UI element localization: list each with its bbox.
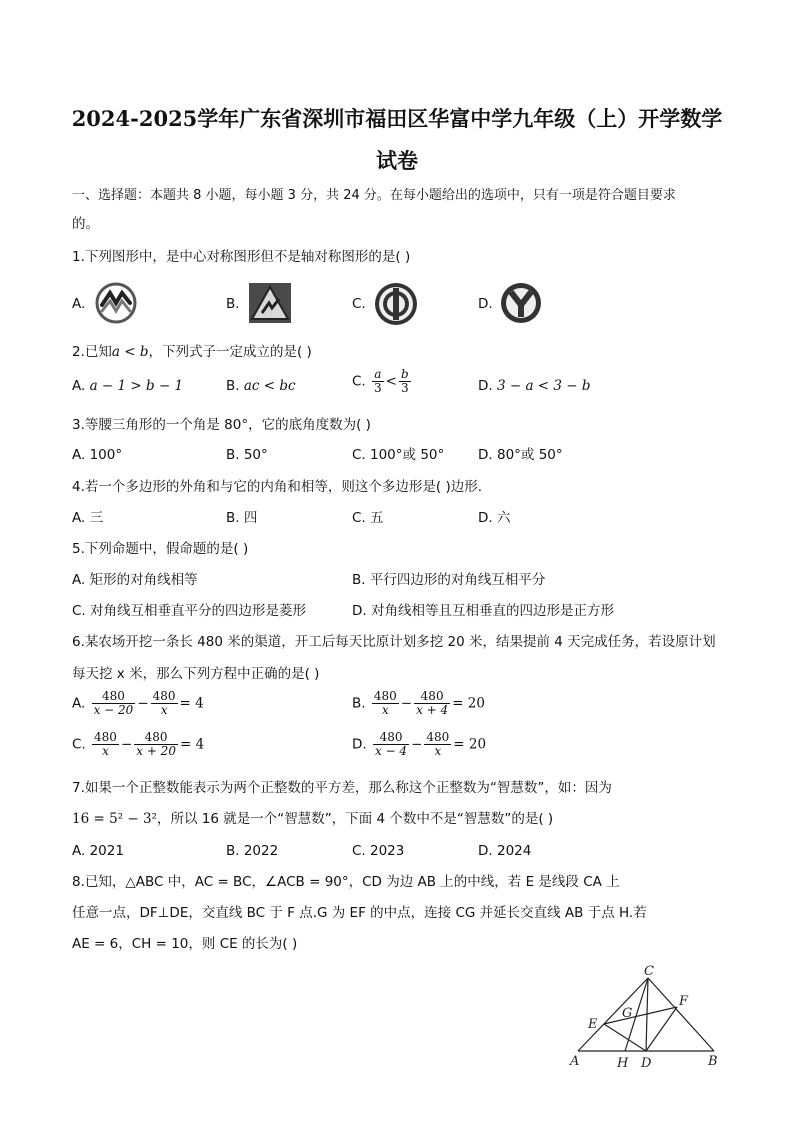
q2-option-b-label: B.: [226, 378, 240, 394]
point-c-label: C: [644, 964, 654, 979]
q2-option-b: [226, 376, 296, 396]
q7-stem-line-2: [72, 809, 553, 829]
q5-option-d: D. 对角线相等且互相垂直的四边形是正方形: [352, 603, 614, 619]
q3-option-d: D. 80°或 50°: [478, 447, 563, 463]
q5-option-b: B. 平行四边形的对角线互相平分: [352, 572, 546, 588]
q2-option-c-frac-1: $\frac{a}{3}$: [374, 367, 382, 395]
q6-option-c-frac-1: $\frac{480}{x}$: [94, 730, 117, 758]
q6-option-b-frac-2: $\frac{480}{x + 4}$: [416, 689, 449, 717]
line-ef: [604, 1007, 677, 1024]
q1-option-a-label: A.: [72, 296, 86, 312]
q8-triangle-figure: [566, 962, 728, 1072]
section-instructions-line-2: 的。: [72, 216, 99, 232]
q2-option-d-math: 3 − a < 3 − b: [496, 378, 591, 394]
double-ring-logo-icon: [373, 281, 419, 327]
point-b-label: B: [708, 1054, 718, 1069]
q2-option-c: C. $\frac{a}{3}$ < $\frac{b}{3}$: [352, 367, 409, 395]
q4-option-b: B. 四: [226, 510, 258, 526]
q6-option-d-label: D.: [352, 736, 367, 753]
q5-option-c: C. 对角线互相垂直平分的四边形是菱形: [72, 603, 307, 619]
q6-option-c-label: C.: [72, 736, 86, 753]
y-circle-logo-icon: [499, 281, 543, 325]
q2-option-d: [478, 376, 591, 396]
line-ac: [578, 978, 648, 1051]
q1-option-b-label: B.: [226, 296, 240, 312]
q4-option-c: C. 五: [352, 510, 384, 526]
q1-option-d-label: D.: [478, 296, 493, 312]
q4-option-d: D. 六: [478, 510, 511, 526]
q6-option-d-frac-1: $\frac{480}{x - 4}$: [374, 730, 408, 758]
q2-option-a-math: a − 1 > b − 1: [89, 378, 184, 394]
q8-stem-line-1: 8.已知，△ABC 中，AC = BC，∠ACB = 90°，CD 为边 AB 上的中线，若 E 是线段 CA 上: [72, 874, 620, 890]
q2-option-c-frac-2: $\frac{b}{3}$: [400, 367, 409, 395]
q7-option-d: D. 2024: [478, 843, 532, 859]
q4-option-a: A. 三: [72, 510, 104, 526]
q6-option-a-frac-1: $\frac{480}{x - 20}$: [93, 689, 134, 717]
q6-option-d-frac-2: $\frac{480}{x}$: [426, 730, 450, 758]
line-ed: [604, 1024, 646, 1051]
q7-option-c: C. 2023: [352, 843, 405, 859]
q7-stem-line-2-text: ，所以 16 就是一个“智慧数”，下面 4 个数中不是“智慧数”的是( ): [156, 811, 554, 827]
q2-stem-prefix: 2.已知: [72, 344, 112, 360]
q5-stem: 5.下列命题中，假命题的是( ): [72, 541, 249, 557]
q2-stem-suffix: ，下列式子一定成立的是( ): [148, 344, 312, 360]
q2-option-a-label: A.: [72, 378, 86, 394]
q1-stem: 1.下列图形中，是中心对称图形但不是轴对称图形的是( ): [72, 249, 411, 265]
exam-title-line-2: 试卷: [376, 148, 418, 173]
line-bc: [648, 978, 714, 1051]
q2-option-c-label: C.: [352, 373, 366, 390]
q2-option-b-math: ac < bc: [243, 378, 296, 394]
q7-example-equation: 16 = 5² − 3²: [72, 811, 157, 827]
q6-option-a: A. $\frac{480}{x - 20}$ − $\frac{480}{x}$ = 4: [72, 689, 204, 717]
exam-title-line-1: 2024-2025学年广东省深圳市福田区华富中学九年级（上）开学数学: [71, 106, 723, 131]
q3-option-a: A. 100°: [72, 447, 123, 463]
q8-stem-line-3: AE = 6，CH = 10，则 CE 的长为( ): [72, 936, 298, 952]
q2-option-a: [72, 376, 183, 396]
q2-option-d-label: D.: [478, 378, 493, 394]
q7-option-a: A. 2021: [72, 843, 124, 859]
q7-option-b: B. 2022: [226, 843, 279, 859]
q6-option-c: C. $\frac{480}{x}$ − $\frac{480}{x + 20}$ = 4: [72, 730, 205, 758]
point-f-label: F: [679, 994, 689, 1009]
q6-option-a-frac-2: $\frac{480}{x}$: [152, 689, 176, 717]
q6-option-b-label: B.: [352, 695, 366, 712]
q7-stem-line-1: 7.如果一个正整数能表示为两个正整数的平方差，那么称这个正整数为“智慧数”，如：因为: [72, 780, 612, 796]
q6-option-c-frac-2: $\frac{480}{x + 20}$: [136, 730, 176, 758]
q2-stem: [72, 342, 312, 362]
point-a-label: A: [570, 1054, 580, 1069]
q6-stem-line-2: 每天挖 x 米，那么下列方程中正确的是( ): [72, 666, 320, 682]
q6-option-a-label: A.: [72, 695, 86, 712]
q6-stem-line-1: 6.某农场开挖一条长 480 米的渠道，开工后每天比原计划多挖 20 米，结果提前 4 天完成任务，若设原计划: [72, 634, 716, 650]
point-d-label: D: [641, 1056, 652, 1071]
point-e-label: E: [588, 1017, 598, 1032]
point-h-label: H: [617, 1056, 629, 1071]
q1-option-c-label: C.: [352, 296, 366, 312]
q4-stem: 4.若一个多边形的外角和与它的内角和相等，则这个多边形是( )边形.: [72, 479, 482, 495]
point-g-label: G: [622, 1006, 633, 1021]
swirl-logo-icon: [94, 281, 138, 325]
q3-stem: 3.等腰三角形的一个角是 80°，它的底角度数为( ): [72, 417, 371, 433]
q5-option-a: A. 矩形的对角线相等: [72, 572, 198, 588]
q8-stem-line-2: 任意一点，DF⊥DE，交直线 BC 于 F 点.G 为 EF 的中点，连接 CG 并延长交直线 AB 于点 H.若: [72, 905, 647, 921]
q6-option-d: D. $\frac{480}{x - 4}$ − $\frac{480}{x}$ = 20: [352, 730, 487, 758]
q3-option-b: B. 50°: [226, 447, 268, 463]
q3-option-c: C. 100°或 50°: [352, 447, 445, 463]
section-instructions-line-1: 一、选择题：本题共 8 小题，每小题 3 分，共 24 分。在每小题给出的选项中，只有一项是符合题目要求: [72, 188, 676, 203]
warning-triangle-icon: [247, 281, 293, 325]
q6-option-b-frac-1: $\frac{480}{x}$: [373, 689, 397, 717]
q6-option-b: B. $\frac{480}{x}$ − $\frac{480}{x + 4}$ = 20: [352, 689, 485, 717]
q2-stem-condition: a < b: [111, 344, 149, 360]
